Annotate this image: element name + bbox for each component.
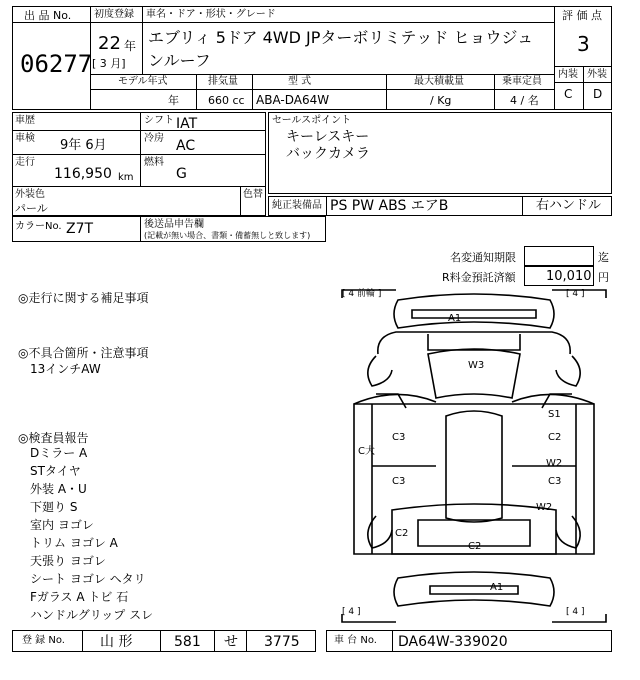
ac-value: AC — [176, 138, 196, 154]
damage-mark: A1 — [490, 582, 504, 593]
steering-value: 右ハンドル — [536, 198, 602, 213]
mileage-value: 116,950 — [54, 166, 112, 182]
aftermarket-note: (記載が無い場合、書類・備蓄無しと致します) — [144, 231, 311, 240]
vehicle-label: 車名・ドア・形状・グレード — [146, 9, 276, 20]
displacement-value: 660 cc — [208, 94, 245, 107]
recycle-value: 10,010 — [546, 269, 592, 284]
inspector-item: ハンドルグリップ スレ — [30, 608, 154, 622]
inspector-item: 下廻り S — [30, 500, 78, 514]
inspection-label: 車検 — [15, 133, 35, 144]
sales-label: セールスポイント — [272, 115, 352, 126]
vehicle-line1: エブリィ 5ドア 4WD JPターボリミテッド ヒョウジュ — [148, 28, 534, 47]
corner-front-right: [ 4 ] — [566, 289, 585, 299]
shift-label: シフト — [144, 115, 174, 126]
ac-label: 冷房 — [144, 133, 164, 144]
damage-mark: C2 — [395, 528, 409, 539]
history-label: 車歴 — [15, 115, 35, 126]
chassis-value: DA64W-339020 — [398, 634, 508, 650]
reg-no-label: 登 録 No. — [22, 635, 65, 646]
displacement-label: 排気量 — [208, 76, 238, 87]
damage-mark: A1 — [448, 313, 462, 324]
color-change-label: 色替 — [243, 189, 263, 200]
type-label: 型 式 — [288, 76, 312, 87]
damage-mark: W2 — [546, 458, 563, 469]
driving-notes-label: ◎走行に関する補足事項 — [18, 291, 149, 305]
damage-mark: W3 — [468, 360, 485, 371]
corner-rear-left: [ 4 ] — [342, 607, 361, 617]
recycle-label: R料金預託済額 — [442, 271, 516, 284]
lot-number: 06277 — [20, 50, 93, 78]
aftermarket-label: 後送品申告欄 — [144, 219, 204, 230]
model-year-label: モデル年式 — [118, 76, 168, 87]
inspection-value: 9年 6月 — [60, 138, 107, 153]
mileage-unit: km — [118, 172, 134, 183]
exterior-label: 外装 — [587, 69, 607, 80]
corner-rear-right: [ 4 ] — [566, 607, 585, 617]
damage-mark: C3 — [392, 432, 406, 443]
inspector-item: 外装 A・U — [30, 482, 87, 496]
load-label: 最大積載量 — [414, 76, 464, 87]
reg-class-no: 581 — [174, 634, 201, 650]
first-reg-label: 初度登録 — [94, 9, 134, 20]
details-block — [12, 112, 266, 216]
equip-value: PS PW ABS エアB — [330, 198, 449, 214]
inspector-item: トリム ヨゴレ A — [30, 536, 118, 550]
inspector-label: ◎検査員報告 — [18, 431, 89, 445]
reg-year: 22 — [98, 33, 121, 54]
damage-mark: C2 — [468, 541, 482, 552]
equip-label: 純正装備品 — [272, 200, 322, 211]
defects-text: 13インチAW — [30, 362, 101, 376]
color-no-value: Z7T — [66, 221, 94, 237]
name-change-label: 名変通知期限 — [450, 251, 516, 264]
name-change-box — [524, 246, 594, 266]
load-value: / Kg — [430, 94, 452, 107]
reg-kana: せ — [224, 634, 238, 650]
damage-mark: C3 — [392, 476, 406, 487]
shift-value: IAT — [176, 116, 198, 132]
corner-front-left: [ 4 前輪 ] — [342, 289, 382, 299]
exterior-color-value: パール — [15, 202, 48, 215]
exterior-color-label: 外装色 — [15, 189, 45, 200]
interior-label: 内装 — [558, 69, 578, 80]
sales-item-1: キーレスキー — [286, 129, 370, 145]
color-no-label: カラーNo. — [15, 221, 62, 232]
inspector-item: Fガラス A トビ 石 — [30, 590, 129, 604]
reg-month: [ 3 月] — [92, 57, 126, 70]
chassis-label: 車 台 No. — [334, 635, 377, 646]
damage-mark: C3 — [548, 476, 562, 487]
inspector-item: STタイヤ — [30, 464, 81, 478]
capacity-label: 乗車定員 — [502, 76, 542, 87]
model-year-unit: 年 — [168, 94, 179, 107]
reg-region: 山 形 — [100, 634, 133, 650]
fuel-label: 燃料 — [144, 157, 164, 168]
type-value: ABA-DA64W — [256, 93, 330, 107]
sales-item-2: バックカメラ — [286, 146, 370, 162]
inspector-item: 室内 ヨゴレ — [30, 518, 94, 532]
inspector-item: 天張り ヨゴレ — [30, 554, 106, 568]
inspector-item: シート ヨゴレ ヘタリ — [30, 572, 146, 586]
capacity-value: 4 / 名 — [510, 94, 539, 107]
damage-mark: W2 — [536, 502, 553, 513]
recycle-unit: 円 — [598, 271, 609, 284]
car-damage-diagram — [336, 286, 612, 626]
interior-score: C — [564, 87, 573, 101]
damage-mark: C大 — [358, 446, 375, 457]
mileage-label: 走行 — [15, 157, 35, 168]
defects-label: ◎不具合箇所・注意事項 — [18, 346, 149, 360]
exterior-score: D — [593, 87, 603, 101]
reg-number: 3775 — [264, 634, 300, 650]
score-value: 3 — [577, 32, 590, 56]
damage-mark: C2 — [548, 432, 562, 443]
lot-label: 出 品 No. — [24, 9, 72, 22]
name-change-unit: 迄 — [598, 251, 609, 264]
fuel-value: G — [176, 166, 187, 182]
vehicle-line2: ンルーフ — [148, 51, 211, 70]
reg-year-unit: 年 — [124, 39, 137, 53]
damage-mark: S1 — [548, 409, 561, 420]
score-label: 評 価 点 — [562, 9, 602, 22]
inspector-item: Dミラー A — [30, 446, 88, 460]
